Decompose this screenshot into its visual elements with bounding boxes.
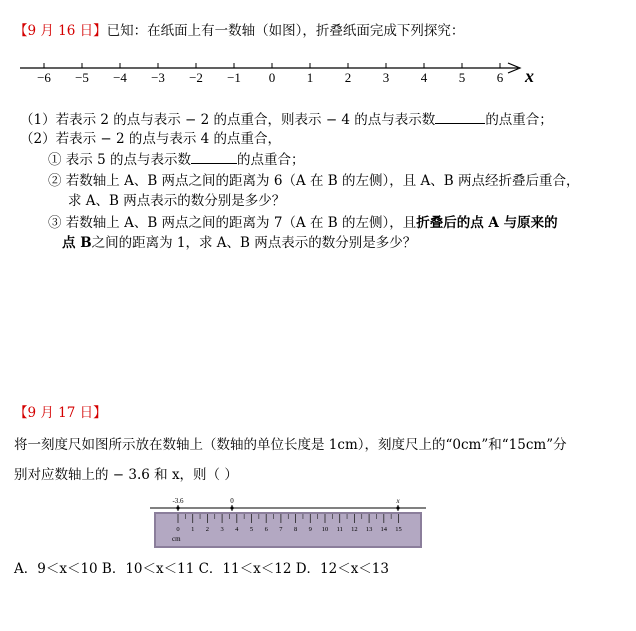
axis-var-label: x [525,66,534,86]
ruler-axis-dot [176,506,179,509]
ruler-scale-label: 9 [308,526,312,533]
number-line-tick-label: −3 [151,70,165,85]
ruler-scale-label: 14 [380,526,388,533]
number-line-tick-label: 6 [496,70,504,85]
number-line-tick-label: −1 [227,70,241,85]
number-line-tick-label: −2 [189,70,203,85]
ruler-scale-label: 13 [365,526,373,533]
ruler-scale-label: 0 [176,526,180,533]
part-1-text: （1）若表示 2 的点与表示 − 2 的点重合，则表示 − 4 的点与表示数 [20,112,436,128]
number-line-tick-label: −5 [75,70,89,85]
sub-2-line-1: ② 若数轴上 A、B 两点之间的距离为 6（A 在 B 的左侧），且 A、B 两点经折叠后重合， [48,173,580,189]
number-line-tick-label: 1 [306,70,314,85]
ruler-scale-label: 2 [205,526,210,533]
date-tag-917: 【9 月 17 日】 [14,405,107,421]
ruler-axis-label: x [396,497,400,505]
ruler-figure [150,494,430,552]
number-line-tick-label: −4 [113,70,127,85]
ruler-unit: cm [172,535,181,543]
sub-3-text: ③ 若数轴上 A、B 两点之间的距离为 7（A 在 B 的左侧），且 [48,215,417,231]
ruler-scale-label: 1 [191,526,195,533]
q917-line-1: 将一刻度尺如图所示放在数轴上（数轴的单位长度是 1cm），刻度尺上的“0cm”和“15cm”分 [14,437,567,453]
ruler-axis-dot [230,506,233,509]
number-line-tick-label: 0 [268,70,276,85]
answer-options: A．9＜x＜10 B．10＜x＜11 C．11＜x＜12 D．12＜x＜13 [14,561,389,577]
number-line-tick-label: 5 [458,70,466,85]
ruler-scale-label: 15 [395,526,402,533]
sub-3-bold: 折叠后的点 A 与原来的 [416,215,558,231]
answer-blank-2[interactable] [191,150,237,164]
ruler-scale-label: 6 [264,526,268,533]
sub-1 [48,150,304,169]
ruler-scale-label: 4 [235,526,239,533]
sub-3-line-2 [62,234,416,252]
ruler-scale-label: 11 [336,526,343,533]
number-line-tick-label: 4 [420,70,428,85]
ruler-scale-label: 7 [279,526,283,533]
number-line [18,58,538,88]
sub-3-bold-b: 点 B [62,235,92,251]
number-line-tick-label: 3 [382,70,390,85]
intro-text: 已知：在纸面上有一数轴（如图），折叠纸面完成下列探究： [106,23,465,39]
part-1 [20,110,553,129]
question-header-916 [14,22,464,40]
answer-blank-1[interactable] [435,110,485,124]
ruler-axis-label: 0 [230,497,234,505]
ruler-axis-label: -3.6 [172,497,184,505]
ruler-scale-label: 10 [321,526,329,533]
sub-3-line-1 [48,214,558,232]
number-line-tick-label: 2 [344,70,352,85]
q917-line-2: 别对应数轴上的 − 3.6 和 x，则（ ） [14,467,238,483]
ruler-axis-dot [396,506,399,509]
ruler-scale-label: 12 [351,526,358,533]
number-line-tick-label: −6 [37,70,51,85]
part-2: （2）若表示 − 2 的点与表示 4 的点重合， [20,131,282,147]
date-tag: 【9 月 16 日】 [14,23,107,39]
part-1-text-end: 的点重合； [485,112,553,128]
ruler-scale-label: 5 [249,526,254,533]
sub-1-text: ① 表示 5 的点与表示数 [48,152,191,168]
ruler-scale-label: 8 [293,526,298,533]
sub-3-text-end: 之间的距离为 1，求 A、B 两点表示的数分别是多少？ [91,235,417,251]
sub-2-line-2: 求 A、B 两点表示的数分别是多少？ [68,193,286,209]
ruler-scale-label: 3 [220,526,224,533]
sub-1-text-end: 的点重合； [236,152,305,168]
